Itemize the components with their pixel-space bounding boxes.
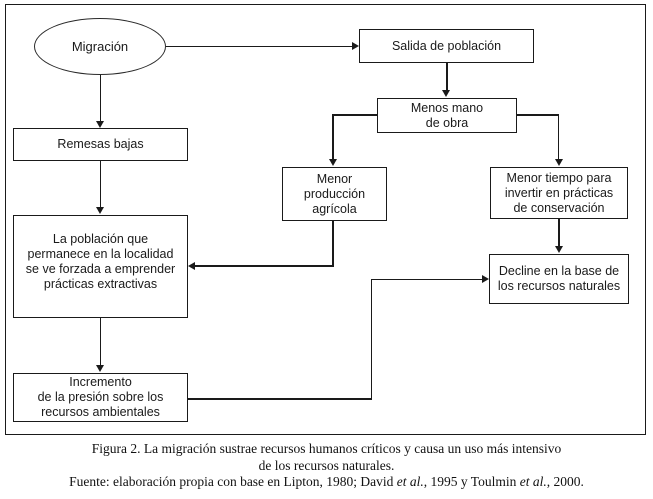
node-menos-mano-line2: de obra: [425, 115, 469, 130]
edge-menosmano-menortiempo-hline: [517, 114, 559, 116]
source-segment: Fuente: elaboración propia con base en Lipton, 1980; David: [69, 474, 397, 489]
edge-menosmano-menorprod-vline: [332, 114, 334, 160]
caption-line-1: Figura 2. La migración sustrae recursos humanos críticos y causa un uso más intensivo: [91, 441, 562, 456]
edge-salida-menosmano-line: [446, 63, 448, 91]
node-poblacion-practicas-extractivas: [13, 215, 188, 318]
edge-menosmano-menorprod-arrowhead: [329, 159, 337, 166]
source-segment-etal: et al.: [396, 474, 424, 489]
edge-migracion-salida-arrowhead: [352, 42, 359, 50]
node-menor-prod-line3: agrícola: [312, 201, 357, 216]
node-migracion: [34, 18, 166, 75]
edge-menortiempo-decline-arrowhead: [555, 246, 563, 253]
node-incremento-line3: recursos ambientales: [41, 405, 160, 419]
source-segment: , 1995 y Toulmin: [423, 474, 520, 489]
node-remesas-label: Remesas bajas: [57, 137, 144, 151]
figure-caption: [0, 441, 653, 491]
node-incremento-line2: de la presión sobre los: [37, 390, 164, 404]
node-salida-label: Salida de población: [391, 38, 502, 53]
node-poblacion-line1: La población que: [52, 231, 149, 246]
node-menor-tiempo-line2: invertir en prácticas: [504, 185, 614, 200]
edge-migracion-remesas-arrowhead: [96, 121, 104, 128]
edge-menorprod-poblacion-hline: [195, 265, 334, 267]
edge-incremento-decline-hline2: [371, 279, 483, 281]
source-segment: , 2000.: [546, 474, 584, 489]
node-incremento-line1: Incremento: [69, 375, 132, 389]
caption-source-line: [0, 474, 653, 491]
node-menor-prod-line1: Menor: [316, 171, 353, 186]
edge-migracion-remesas-line: [100, 75, 102, 122]
node-poblacion-line4: prácticas extractivas: [43, 276, 158, 291]
edge-salida-menosmano-arrowhead: [442, 90, 450, 97]
node-poblacion-line2: permanece en la localidad: [27, 246, 174, 261]
node-incremento-presion: [13, 373, 188, 422]
edge-incremento-decline-hline1: [188, 398, 372, 400]
edge-remesas-poblacion-line: [100, 161, 102, 208]
node-remesas-bajas: [13, 128, 188, 161]
node-menos-mano-de-obra: [377, 98, 517, 133]
node-decline-line1: Decline en la base de: [498, 264, 620, 278]
node-poblacion-line3: se ve forzada a emprender: [25, 261, 176, 276]
source-segment-etal: et al.: [519, 474, 547, 489]
edge-poblacion-incremento-line: [100, 318, 102, 366]
edge-menosmano-menorprod-hline: [332, 114, 377, 116]
edge-menorprod-poblacion-arrowhead: [188, 262, 195, 270]
node-salida-de-poblacion: [359, 29, 534, 63]
node-menor-tiempo-line1: Menor tiempo para: [506, 170, 612, 185]
node-migracion-label: Migración: [71, 39, 129, 54]
node-menor-tiempo-line3: de conservación: [513, 200, 605, 215]
edge-poblacion-incremento-arrowhead: [96, 365, 104, 372]
edge-remesas-poblacion-arrowhead: [96, 207, 104, 214]
edge-incremento-decline-vline: [371, 279, 373, 400]
edge-menorprod-poblacion-vline: [332, 221, 334, 266]
node-menor-produccion-agricola: [282, 167, 387, 221]
edge-menosmano-menortiempo-arrowhead: [555, 159, 563, 166]
edge-incremento-decline-arrowhead: [482, 275, 489, 283]
edge-menortiempo-decline-line: [558, 219, 560, 247]
node-decline-line2: los recursos naturales: [497, 279, 621, 293]
edge-menosmano-menortiempo-vline: [558, 114, 560, 160]
node-menos-mano-line1: Menos mano: [410, 100, 484, 115]
node-menor-prod-line2: producción: [303, 186, 366, 201]
node-decline-recursos-naturales: [489, 254, 629, 304]
node-menor-tiempo-conservacion: [490, 167, 628, 219]
edge-migracion-salida-line: [166, 46, 352, 48]
caption-line-2: de los recursos naturales.: [258, 457, 395, 473]
